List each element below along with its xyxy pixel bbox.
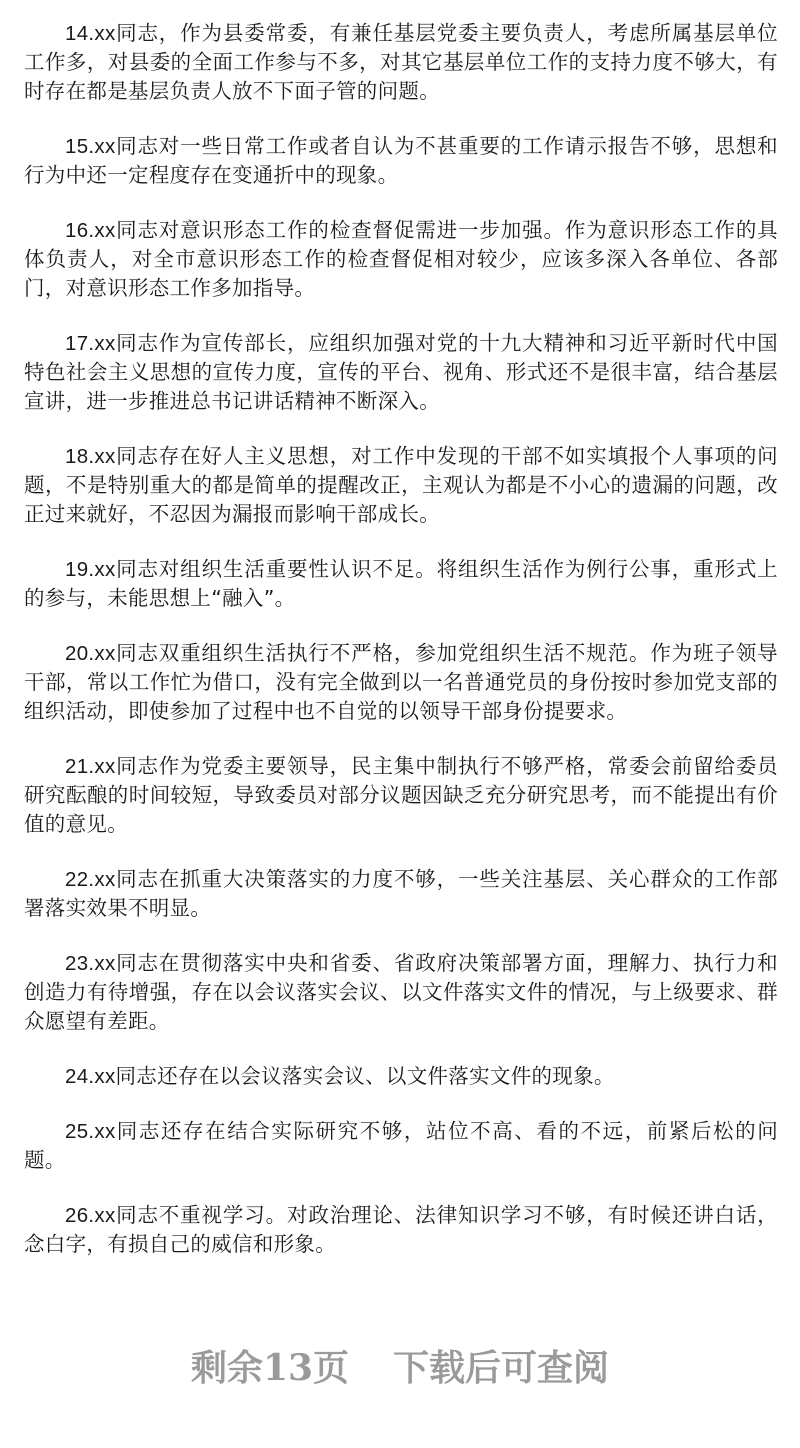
paragraph-text: 同志作为宣传部长，应组织加强对党的十九大精神和习近平新时代中国特色社会主义思想的宣传力度，宣传的平台、视角、形式还不是很丰富，结合基层宣讲，进一步推进总书记讲话精神不断深入。 — [24, 331, 778, 413]
paragraph-26 — [24, 1201, 778, 1259]
paragraph-text: 同志作为党委主要领导，民主集中制执行不够严格，常委会前留给委员研究酝酿的时间较短，导致委员对部分议题因缺乏充分研究思考，而不能提出有价值的意见。 — [24, 754, 778, 836]
paragraph-number: 26.xx — [65, 1204, 116, 1227]
paragraph-14 — [24, 19, 778, 106]
paragraph-number: 15.xx — [65, 135, 116, 158]
paragraph-text: 同志在抓重大决策落实的力度不够，一些关注基层、关心群众的工作部署落实效果不明显。 — [24, 867, 778, 920]
paragraph-20 — [24, 639, 778, 726]
paragraph-15 — [24, 132, 778, 190]
paragraph-19 — [24, 555, 778, 613]
paragraph-text: 同志还存在以会议落实会议、以文件落实文件的现象。 — [115, 1064, 615, 1088]
paragraph-text: 同志双重组织生活执行不严格，参加党组织生活不规范。作为班子领导干部，常以工作忙为借口，没有完全做到以一名普通党员的身份按时参加党支部的组织活动，即使参加了过程中也不自觉的以领导干部身份提要求。 — [24, 641, 778, 723]
paragraph-number: 24.xx — [65, 1065, 116, 1088]
paragraph-number: 17.xx — [65, 332, 116, 355]
paragraph-21 — [24, 752, 778, 839]
paragraph-text: 同志对组织生活重要性认识不足。将组织生活作为例行公事，重形式上的参与，未能思想上“融入”。 — [24, 557, 778, 610]
paragraph-number: 16.xx — [65, 219, 116, 242]
download-to-view-label[interactable]: 下载后可查阅 — [393, 1347, 610, 1389]
paragraph-number: 20.xx — [65, 642, 116, 665]
paragraph-number: 22.xx — [65, 868, 116, 891]
document-body — [24, 19, 778, 1285]
paragraph-16 — [24, 216, 778, 303]
paragraph-number: 21.xx — [65, 755, 116, 778]
remaining-pages-label: 剩余13页 — [190, 1347, 350, 1389]
paragraph-text: 同志还存在结合实际研究不够，站位不高、看的不远，前紧后松的问题。 — [24, 1119, 778, 1172]
paragraph-text: 同志不重视学习。对政治理论、法律知识学习不够，有时候还讲白话，念白字，有损自己的威信和形象。 — [24, 1203, 778, 1256]
paragraph-18 — [24, 442, 778, 529]
paragraph-number: 23.xx — [65, 952, 116, 975]
paragraph-text: 同志，作为县委常委，有兼任基层党委主要负责人，考虑所属基层单位工作多，对县委的全面工作参与不多，对其它基层单位工作的支持力度不够大，有时存在都是基层负责人放不下面子管的问题。 — [24, 21, 778, 103]
paragraph-22 — [24, 865, 778, 923]
paragraph-text: 同志存在好人主义思想，对工作中发现的干部不如实填报个人事项的问题，不是特别重大的都是简单的提醒改正，主观认为都是不小心的遗漏的问题，改正过来就好，不忍因为漏报而影响干部成长。 — [24, 444, 778, 526]
paragraph-number: 25.xx — [65, 1120, 116, 1143]
paragraph-text: 同志对一些日常工作或者自认为不甚重要的工作请示报告不够，思想和行为中还一定程度存在变通折中的现象。 — [24, 134, 778, 187]
paragraph-17 — [24, 329, 778, 416]
paragraph-text: 同志对意识形态工作的检查督促需进一步加强。作为意识形态工作的具体负责人，对全市意识形态工作的检查督促相对较少，应该多深入各单位、各部门，对意识形态工作多加指导。 — [24, 218, 778, 300]
paragraph-number: 18.xx — [65, 445, 116, 468]
download-prompt[interactable] — [0, 1340, 800, 1391]
paragraph-23 — [24, 949, 778, 1036]
paragraph-number: 14.xx — [65, 22, 116, 45]
paragraph-24 — [24, 1062, 778, 1091]
paragraph-text: 同志在贯彻落实中央和省委、省政府决策部署方面，理解力、执行力和创造力有待增强，存在以会议落实会议、以文件落实文件的情况，与上级要求、群众愿望有差距。 — [24, 951, 778, 1033]
paragraph-number: 19.xx — [65, 558, 116, 581]
paragraph-25 — [24, 1117, 778, 1175]
